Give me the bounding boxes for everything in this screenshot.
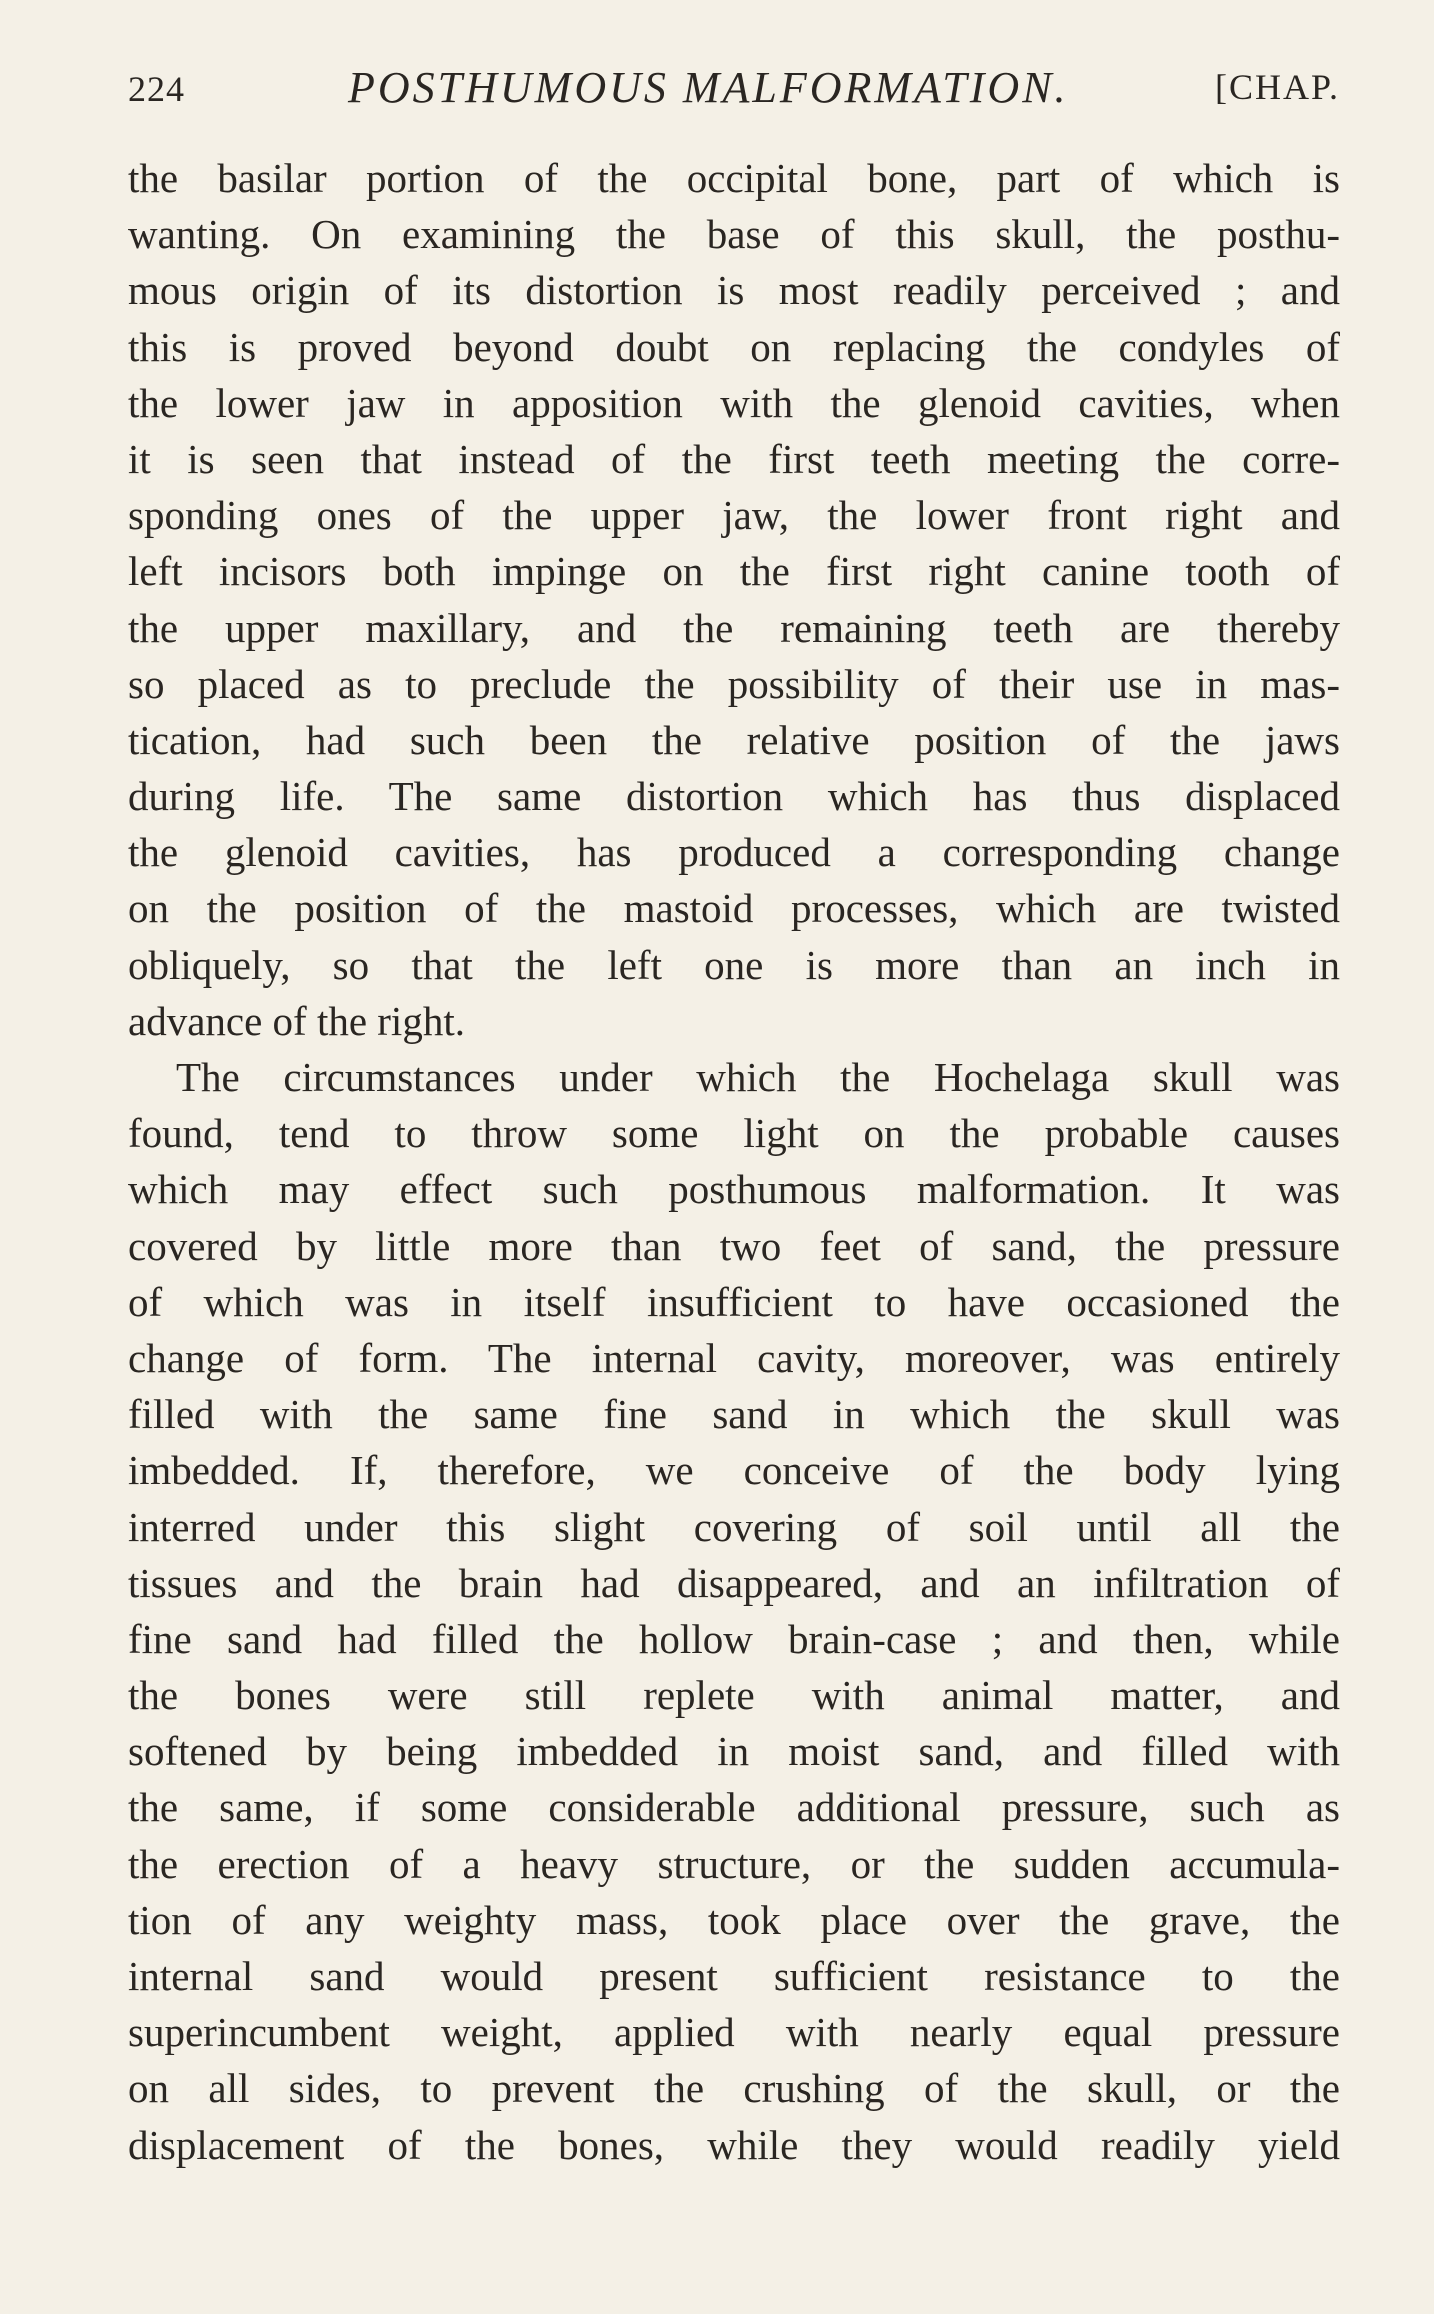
- text-line: left incisors both impinge on the first right canine tooth of: [128, 548, 1340, 595]
- text-line: imbedded. If, therefore, we conceive of the body lying: [128, 1447, 1340, 1494]
- text-line: which may effect such posthumous malformation. It was: [128, 1166, 1340, 1213]
- text-line: of which was in itself insufficient to have occasioned the: [128, 1278, 1340, 1325]
- text-line: softened by being imbedded in moist sand, and filled with: [128, 1728, 1340, 1775]
- text-line: on all sides, to prevent the crushing of the skull, or the: [128, 2065, 1340, 2112]
- text-line: displacement of the bones, while they would readily yield: [128, 2121, 1340, 2168]
- text-line: found, tend to throw some light on the probable causes: [128, 1110, 1340, 1157]
- text-line: the upper maxillary, and the remaining teeth are thereby: [128, 604, 1340, 651]
- text-line: interred under this slight covering of soil until all the: [128, 1503, 1340, 1550]
- text-line: it is seen that instead of the first teeth meeting the corre-: [128, 435, 1340, 482]
- chapter-reference: [CHAP.: [1214, 67, 1340, 107]
- paragraph-2: [128, 1049, 1340, 2173]
- text-line: The circumstances under which the Hochelaga skull was: [176, 1054, 1340, 1100]
- text-line: mous origin of its distortion is most readily perceived ; and: [128, 267, 1340, 314]
- text-line: filled with the same fine sand in which the skull was: [128, 1391, 1340, 1438]
- text-line: tion of any weighty mass, took place over the grave, the: [128, 1896, 1340, 1943]
- text-line: this is proved beyond doubt on replacing the condyles of: [128, 323, 1340, 370]
- page-number: 224: [128, 69, 185, 109]
- text-line: superincumbent weight, applied with nearly equal pressure: [128, 2009, 1340, 2056]
- text-line: change of form. The internal cavity, moreover, was entirely: [128, 1334, 1340, 1381]
- text-line: tication, had such been the relative position of the jaws: [128, 716, 1340, 763]
- text-line: internal sand would present sufficient resistance to the: [128, 1953, 1340, 1999]
- text-line: the erection of a heavy structure, or the sudden accumula-: [128, 1840, 1340, 1887]
- paragraph-1: [128, 150, 1340, 1049]
- running-title: POSTHUMOUS MALFORMATION.: [348, 63, 1069, 112]
- text-line: sponding ones of the upper jaw, the lower front right and: [128, 492, 1340, 539]
- text-line: covered by little more than two feet of sand, the pressure: [128, 1222, 1340, 1269]
- text-line: tissues and the brain had disappeared, and an infiltration of: [128, 1559, 1340, 1606]
- text-line: on the position of the mastoid processes, which are twisted: [128, 885, 1340, 932]
- text-line: the glenoid cavities, has produced a corresponding change: [128, 829, 1340, 876]
- text-line: advance of the right.: [128, 997, 465, 1044]
- text-line: the bones were still replete with animal matter, and: [128, 1672, 1340, 1719]
- running-head: [128, 62, 1340, 122]
- text-line: during life. The same distortion which has thus displaced: [128, 773, 1340, 820]
- text-line: fine sand had filled the hollow brain-case ; and then, while: [128, 1615, 1340, 1662]
- text-line: the lower jaw in apposition with the glenoid cavities, when: [128, 379, 1340, 426]
- body-text: [128, 150, 1340, 2173]
- text-line: the same, if some considerable additional pressure, such as: [128, 1784, 1340, 1831]
- text-line: wanting. On examining the base of this skull, the posthu-: [128, 211, 1340, 258]
- text-line: obliquely, so that the left one is more than an inch in: [128, 941, 1340, 988]
- text-line: the basilar portion of the occipital bone, part of which is: [128, 155, 1340, 201]
- text-line: so placed as to preclude the possibility of their use in mas-: [128, 660, 1340, 707]
